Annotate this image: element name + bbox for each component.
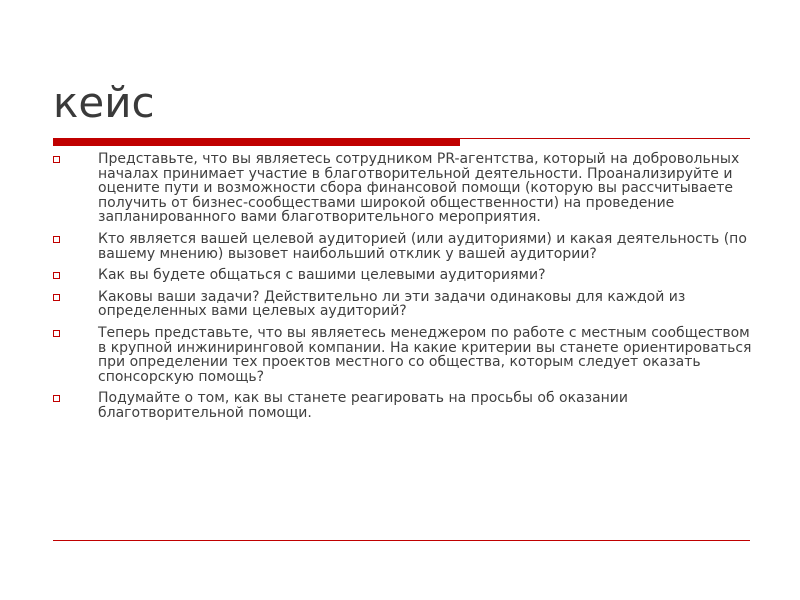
bullet-text: Подумайте о том, как вы станете реагировать на просьбы об оказании благотворительной помощи.: [98, 390, 628, 421]
bullet-text: Каковы ваши задачи? Действительно ли эти задачи одинаковы для каждой из определенных вами целевых аудиторий?: [98, 288, 686, 320]
bullet-text: Представьте, что вы являетесь сотрудником PR-агентства, который на добровольных началах принимает участие в благотворительной деятельности. Проанализируйте и оцените пути и возможности сбора финансовой помощи (которую вы рассчитываете получить от бизнес-сообществами широкой общественности) на проведение запланированного вами благотворительного мероприятия.: [98, 151, 740, 226]
title-underline-thick: [53, 138, 460, 146]
bullet-item: [52, 232, 752, 261]
footer-divider: [53, 540, 750, 541]
bullet-item: [52, 290, 752, 319]
bullet-text: Как вы будете общаться с вашими целевыми аудиториями?: [98, 267, 546, 284]
square-bullet-icon: [53, 236, 60, 243]
bullet-item: [52, 326, 752, 384]
square-bullet-icon: [53, 294, 60, 301]
title-underline-thin: [460, 138, 750, 139]
square-bullet-icon: [53, 272, 60, 279]
bullet-item: [52, 152, 752, 225]
slide-title: кейс: [53, 78, 155, 127]
bullet-list: [52, 152, 752, 428]
bullet-item: [52, 268, 752, 283]
square-bullet-icon: [53, 156, 60, 163]
bullet-item: [52, 391, 752, 420]
bullet-text: Кто является вашей целевой аудиторией (или аудиториями) и какая деятельность (по вашему мнению) вызовет наибольший отклик у вашей аудитории?: [98, 230, 747, 262]
bullet-text: Теперь представьте, что вы являетесь менеджером по работе с местным сообществом в крупной инжиниринговой компании. На какие критерии вы станете ориентироваться при определении тех проектов местного со общества, которым следует оказать спонсорскую помощь?: [98, 324, 752, 385]
square-bullet-icon: [53, 330, 60, 337]
square-bullet-icon: [53, 395, 60, 402]
